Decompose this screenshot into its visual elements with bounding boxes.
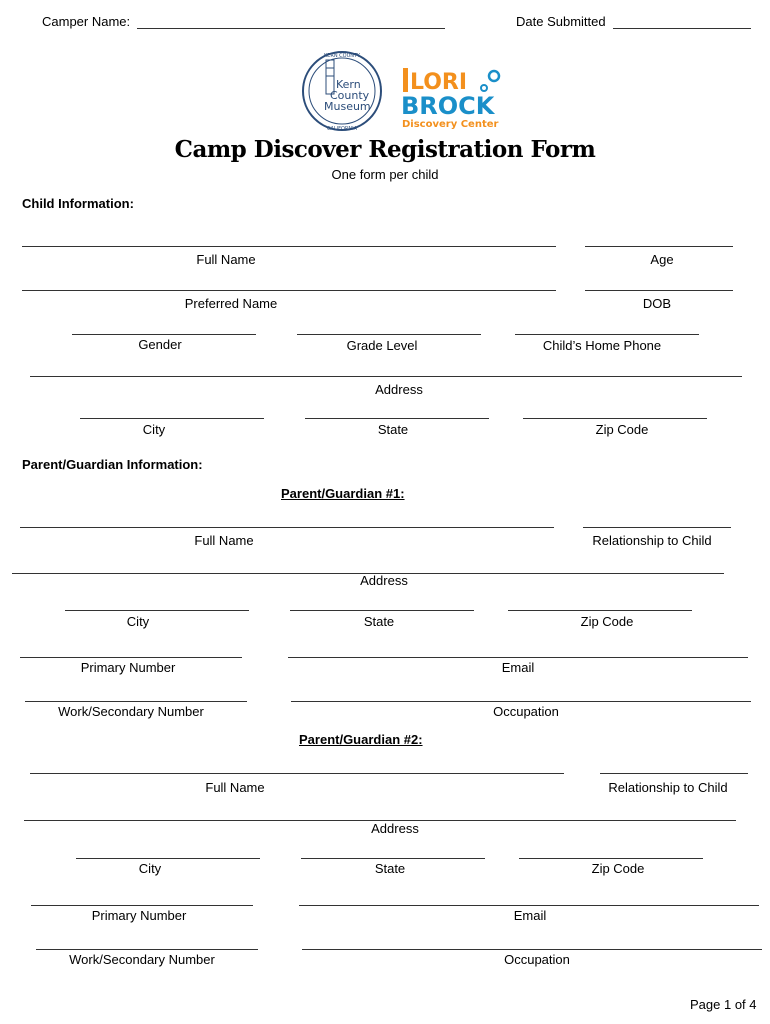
child-full-name-label: Full Name [196,252,256,267]
guardian2-state-label: State [374,861,406,876]
guardian1-relationship-field[interactable] [583,527,731,528]
guardian1-state-label: State [363,614,395,629]
guardian2-address-label: Address [371,821,419,836]
guardian1-address-label: Address [360,573,408,588]
child-zip-field[interactable] [523,418,707,419]
guardian2-occupation-field[interactable] [302,949,762,950]
guardian2-relationship-field[interactable] [600,773,748,774]
guardian1-heading: Parent/Guardian #1: [281,486,405,501]
guardian1-primary-label: Primary Number [80,660,176,675]
child-gender-field[interactable] [72,334,256,335]
child-state-field[interactable] [305,418,489,419]
gear-small-icon [481,85,487,91]
guardian2-email-label: Email [513,908,547,923]
gear-icon [489,71,499,81]
guardian1-email-label: Email [501,660,535,675]
guardian1-state-field[interactable] [290,610,474,611]
guardian2-city-field[interactable] [76,858,260,859]
guardian1-relationship-label: Relationship to Child [592,533,712,548]
child-dob-label: DOB [642,296,672,311]
guardian1-zip-label: Zip Code [580,614,634,629]
guardian2-city-label: City [138,861,162,876]
guardian1-email-field[interactable] [288,657,748,658]
child-age-field[interactable] [585,246,733,247]
parent-info-heading: Parent/Guardian Information: [22,457,203,472]
guardian2-primary-field[interactable] [31,905,253,906]
camper-name-field[interactable] [137,28,445,29]
child-age-label: Age [650,252,674,267]
museum-ring-bottom: CALIFORNIA [326,126,358,132]
child-address-label: Address [375,382,423,397]
guardian2-work-label: Work/Secondary Number [69,952,215,967]
guardian1-occupation-field[interactable] [291,701,751,702]
form-title: Camp Discover Registration Form [174,136,596,163]
child-preferred-name-field[interactable] [22,290,556,291]
guardian1-city-field[interactable] [65,610,249,611]
guardian2-heading: Parent/Guardian #2: [299,732,423,747]
guardian2-zip-field[interactable] [519,858,703,859]
brock-word: BROCK [401,92,495,120]
guardian2-full-name-label: Full Name [205,780,265,795]
guardian1-full-name-label: Full Name [194,533,254,548]
museum-line2: County [330,89,370,102]
guardian1-zip-field[interactable] [508,610,692,611]
museum-line3: Museum [324,100,371,113]
child-city-label: City [142,422,166,437]
guardian1-full-name-field[interactable] [20,527,554,528]
museum-line1: Kern [336,78,361,91]
child-address-field[interactable] [30,376,742,377]
guardian1-primary-field[interactable] [20,657,242,658]
museum-ring-top: KERN COUNTY [323,53,361,59]
child-home-phone-label: Child’s Home Phone [542,338,662,353]
guardian2-full-name-field[interactable] [30,773,564,774]
guardian1-city-label: City [126,614,150,629]
lori-brock-logo [398,64,504,132]
child-info-heading: Child Information: [22,196,134,211]
child-grade-label: Grade Level [346,338,418,353]
lori-word: LORI [410,70,468,95]
child-zip-label: Zip Code [595,422,649,437]
child-full-name-field[interactable] [22,246,556,247]
child-state-label: State [377,422,409,437]
camper-name-label: Camper Name: [42,14,131,29]
guardian2-zip-label: Zip Code [591,861,645,876]
guardian2-occupation-label: Occupation [504,952,570,967]
guardian1-work-label: Work/Secondary Number [58,704,204,719]
guardian2-relationship-label: Relationship to Child [608,780,728,795]
guardian2-primary-label: Primary Number [91,908,187,923]
guardian2-work-field[interactable] [36,949,258,950]
child-dob-field[interactable] [585,290,733,291]
guardian2-state-field[interactable] [301,858,485,859]
guardian2-email-field[interactable] [299,905,759,906]
discovery-center-word: Discovery Center [402,119,499,130]
child-grade-field[interactable] [297,334,481,335]
guardian1-occupation-label: Occupation [493,704,559,719]
child-preferred-name-label: Preferred Name [184,296,278,311]
kern-county-museum-logo [300,46,384,136]
child-home-phone-field[interactable] [515,334,699,335]
form-subtitle: One form per child [331,167,439,182]
date-submitted-label: Date Submitted [516,14,606,29]
child-city-field[interactable] [80,418,264,419]
child-gender-label: Gender [138,337,182,352]
date-submitted-field[interactable] [613,28,751,29]
page-number: Page 1 of 4 [690,997,757,1012]
guardian1-work-field[interactable] [25,701,247,702]
